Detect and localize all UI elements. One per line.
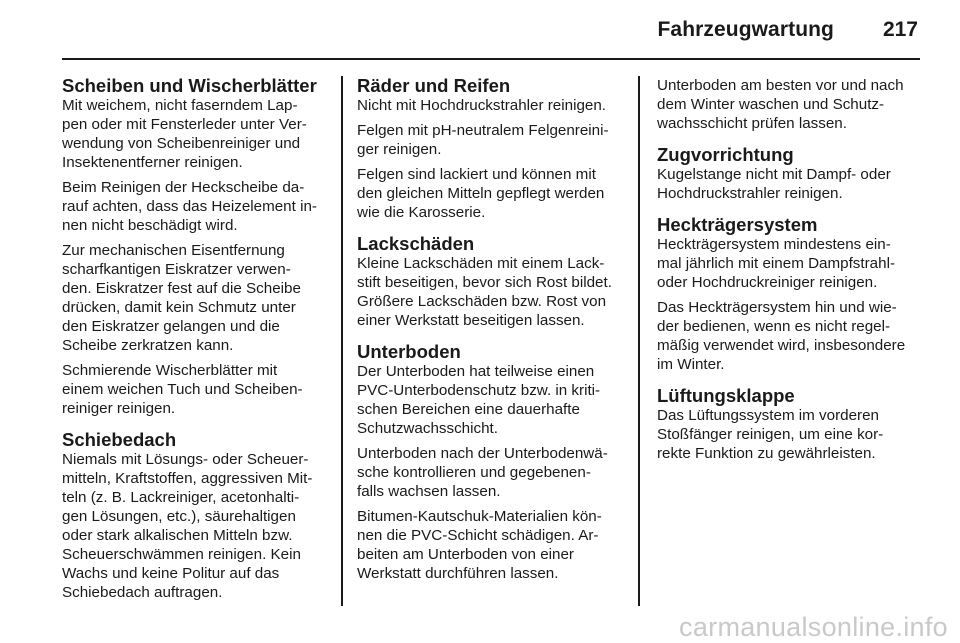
paragraph bbox=[357, 165, 625, 222]
section-heading: Zugvorrichtung bbox=[657, 144, 794, 165]
text-line: Mit weichem, nicht faserndem Lap- bbox=[62, 97, 298, 114]
text-line: im Winter. bbox=[657, 356, 725, 373]
text-line: ger reinigen. bbox=[357, 141, 442, 158]
section bbox=[62, 430, 330, 602]
text-line: Nicht mit Hochdruckstrahler reinigen. bbox=[357, 97, 606, 114]
paragraph bbox=[62, 96, 330, 172]
section-heading: Heckträgersystem bbox=[657, 214, 818, 235]
section-heading: Scheiben und Wischerblätter bbox=[62, 75, 317, 96]
page-number: 217 bbox=[882, 18, 918, 41]
section bbox=[657, 76, 925, 133]
text-line: Heckträgersystem mindestens ein- bbox=[657, 236, 891, 253]
text-line: Schmierende Wischerblätter mit bbox=[62, 362, 278, 379]
paragraph bbox=[357, 362, 625, 438]
paragraph bbox=[657, 406, 925, 463]
text-line: pen oder mit Fensterleder unter Ver- bbox=[62, 116, 307, 133]
text-line: der bedienen, wenn es nicht regel- bbox=[657, 318, 891, 335]
text-line: den Eiskratzer gelangen und die bbox=[62, 318, 280, 335]
column-divider-2 bbox=[638, 76, 640, 606]
text-line: Schiebedach auftragen. bbox=[62, 584, 223, 601]
text-line: Das Lüftungssystem im vorderen bbox=[657, 407, 879, 424]
column-3 bbox=[657, 76, 925, 475]
text-line: Größere Lackschäden bzw. Rost von bbox=[357, 293, 607, 310]
paragraph bbox=[657, 76, 925, 133]
paragraph bbox=[657, 235, 925, 292]
text-line: wie die Karosserie. bbox=[357, 204, 486, 221]
section-heading: Räder und Reifen bbox=[357, 75, 511, 96]
text-line: Das Heckträgersystem hin und wie- bbox=[657, 299, 897, 316]
paragraph bbox=[357, 254, 625, 330]
text-line: Unterboden am besten vor und nach bbox=[657, 77, 904, 94]
section bbox=[657, 145, 925, 203]
paragraph bbox=[657, 298, 925, 374]
text-line: den gleichen Mitteln gepflegt werden bbox=[357, 185, 605, 202]
paragraph bbox=[62, 178, 330, 235]
text-line: schen Bereichen eine dauerhafte bbox=[357, 401, 580, 418]
column-2 bbox=[357, 76, 625, 595]
text-line: teln (z. B. Lackreiniger, acetonhalti- bbox=[62, 489, 300, 506]
text-line: mäßig verwendet wird, insbesondere bbox=[657, 337, 906, 354]
section-heading: Schiebedach bbox=[62, 429, 177, 450]
text-line: Felgen sind lackiert und können mit bbox=[357, 166, 596, 183]
text-line: einem weichen Tuch und Scheiben- bbox=[62, 381, 303, 398]
section bbox=[62, 76, 330, 418]
text-line: Schutzwachsschicht. bbox=[357, 420, 498, 437]
text-line: sche kontrollieren und gegebenen- bbox=[357, 464, 591, 481]
paragraph bbox=[62, 450, 330, 602]
text-line: beiten am Unterboden von einer bbox=[357, 546, 574, 563]
text-line: rekte Funktion zu gewährleisten. bbox=[657, 445, 876, 462]
paragraph bbox=[357, 507, 625, 583]
text-line: mal jährlich mit einem Dampfstrahl- bbox=[657, 255, 896, 272]
text-line: falls wachsen lassen. bbox=[357, 483, 501, 500]
text-line: Wachs und keine Politur auf das bbox=[62, 565, 280, 582]
section bbox=[357, 76, 625, 222]
text-line: Scheibe zerkratzen kann. bbox=[62, 337, 234, 354]
paragraph bbox=[357, 96, 625, 115]
page-header bbox=[0, 0, 960, 60]
text-line: wachsschicht prüfen lassen. bbox=[657, 115, 847, 132]
text-line: den. Eiskratzer fest auf die Scheibe bbox=[62, 280, 301, 297]
text-line: Unterboden nach der Unterbodenwä- bbox=[357, 445, 608, 462]
text-line: Scheuerschwämmen reinigen. Kein bbox=[62, 546, 301, 563]
text-line: Felgen mit pH-neutralem Felgenreini- bbox=[357, 122, 609, 139]
section bbox=[357, 234, 625, 330]
text-line: mitteln, Kraftstoffen, aggressiven Mit- bbox=[62, 470, 313, 487]
section-heading: Unterboden bbox=[357, 341, 461, 362]
text-line: Hochdruckstrahler reinigen. bbox=[657, 185, 843, 202]
column-divider-1 bbox=[341, 76, 343, 606]
watermark: carmanualsonline.info bbox=[679, 612, 948, 642]
paragraph bbox=[657, 165, 925, 203]
paragraph bbox=[357, 444, 625, 501]
text-line: oder Hochdruckreiniger reinigen. bbox=[657, 274, 878, 291]
text-line: gen Lösungen, etc.), säurehaltigen bbox=[62, 508, 296, 525]
text-line: scharfkantigen Eiskratzer verwen- bbox=[62, 261, 291, 278]
text-line: Beim Reinigen der Heckscheibe da- bbox=[62, 179, 305, 196]
paragraph bbox=[62, 241, 330, 355]
text-line: Zur mechanischen Eisentfernung bbox=[62, 242, 285, 259]
text-line: Werkstatt durchführen lassen. bbox=[357, 565, 559, 582]
page-title: Fahrzeugwartung bbox=[657, 18, 834, 41]
text-line: reiniger reinigen. bbox=[62, 400, 176, 417]
text-line: oder stark alkalischen Mitteln bzw. bbox=[62, 527, 293, 544]
text-line: einer Werkstatt beseitigen lassen. bbox=[357, 312, 585, 329]
text-line: PVC-Unterbodenschutz bzw. in kriti- bbox=[357, 382, 601, 399]
paragraph bbox=[357, 121, 625, 159]
section bbox=[657, 386, 925, 463]
section-heading: Lüftungsklappe bbox=[657, 385, 795, 406]
text-line: rauf achten, dass das Heizelement in- bbox=[62, 198, 317, 215]
text-line: wendung von Scheibenreiniger und bbox=[62, 135, 301, 152]
text-line: Der Unterboden hat teilweise einen bbox=[357, 363, 595, 380]
text-line: nen die PVC-Schicht schädigen. Ar- bbox=[357, 527, 599, 544]
text-line: Bitumen-Kautschuk-Materialien kön- bbox=[357, 508, 602, 525]
section bbox=[357, 342, 625, 583]
text-line: Kugelstange nicht mit Dampf- oder bbox=[657, 166, 891, 183]
header-rule bbox=[62, 58, 920, 60]
text-line: nen nicht beschädigt wird. bbox=[62, 217, 238, 234]
text-line: Stoßfänger reinigen, um eine kor- bbox=[657, 426, 884, 443]
text-line: Kleine Lackschäden mit einem Lack- bbox=[357, 255, 605, 272]
column-1 bbox=[62, 76, 330, 614]
section bbox=[657, 215, 925, 374]
section-heading: Lackschäden bbox=[357, 233, 475, 254]
text-line: stift beseitigen, bevor sich Rost bildet. bbox=[357, 274, 612, 291]
text-line: dem Winter waschen und Schutz- bbox=[657, 96, 885, 113]
text-line: Niemals mit Lösungs- oder Scheuer- bbox=[62, 451, 309, 468]
text-line: Insektenentferner reinigen. bbox=[62, 154, 243, 171]
paragraph bbox=[62, 361, 330, 418]
text-line: drücken, damit kein Schmutz unter bbox=[62, 299, 296, 316]
